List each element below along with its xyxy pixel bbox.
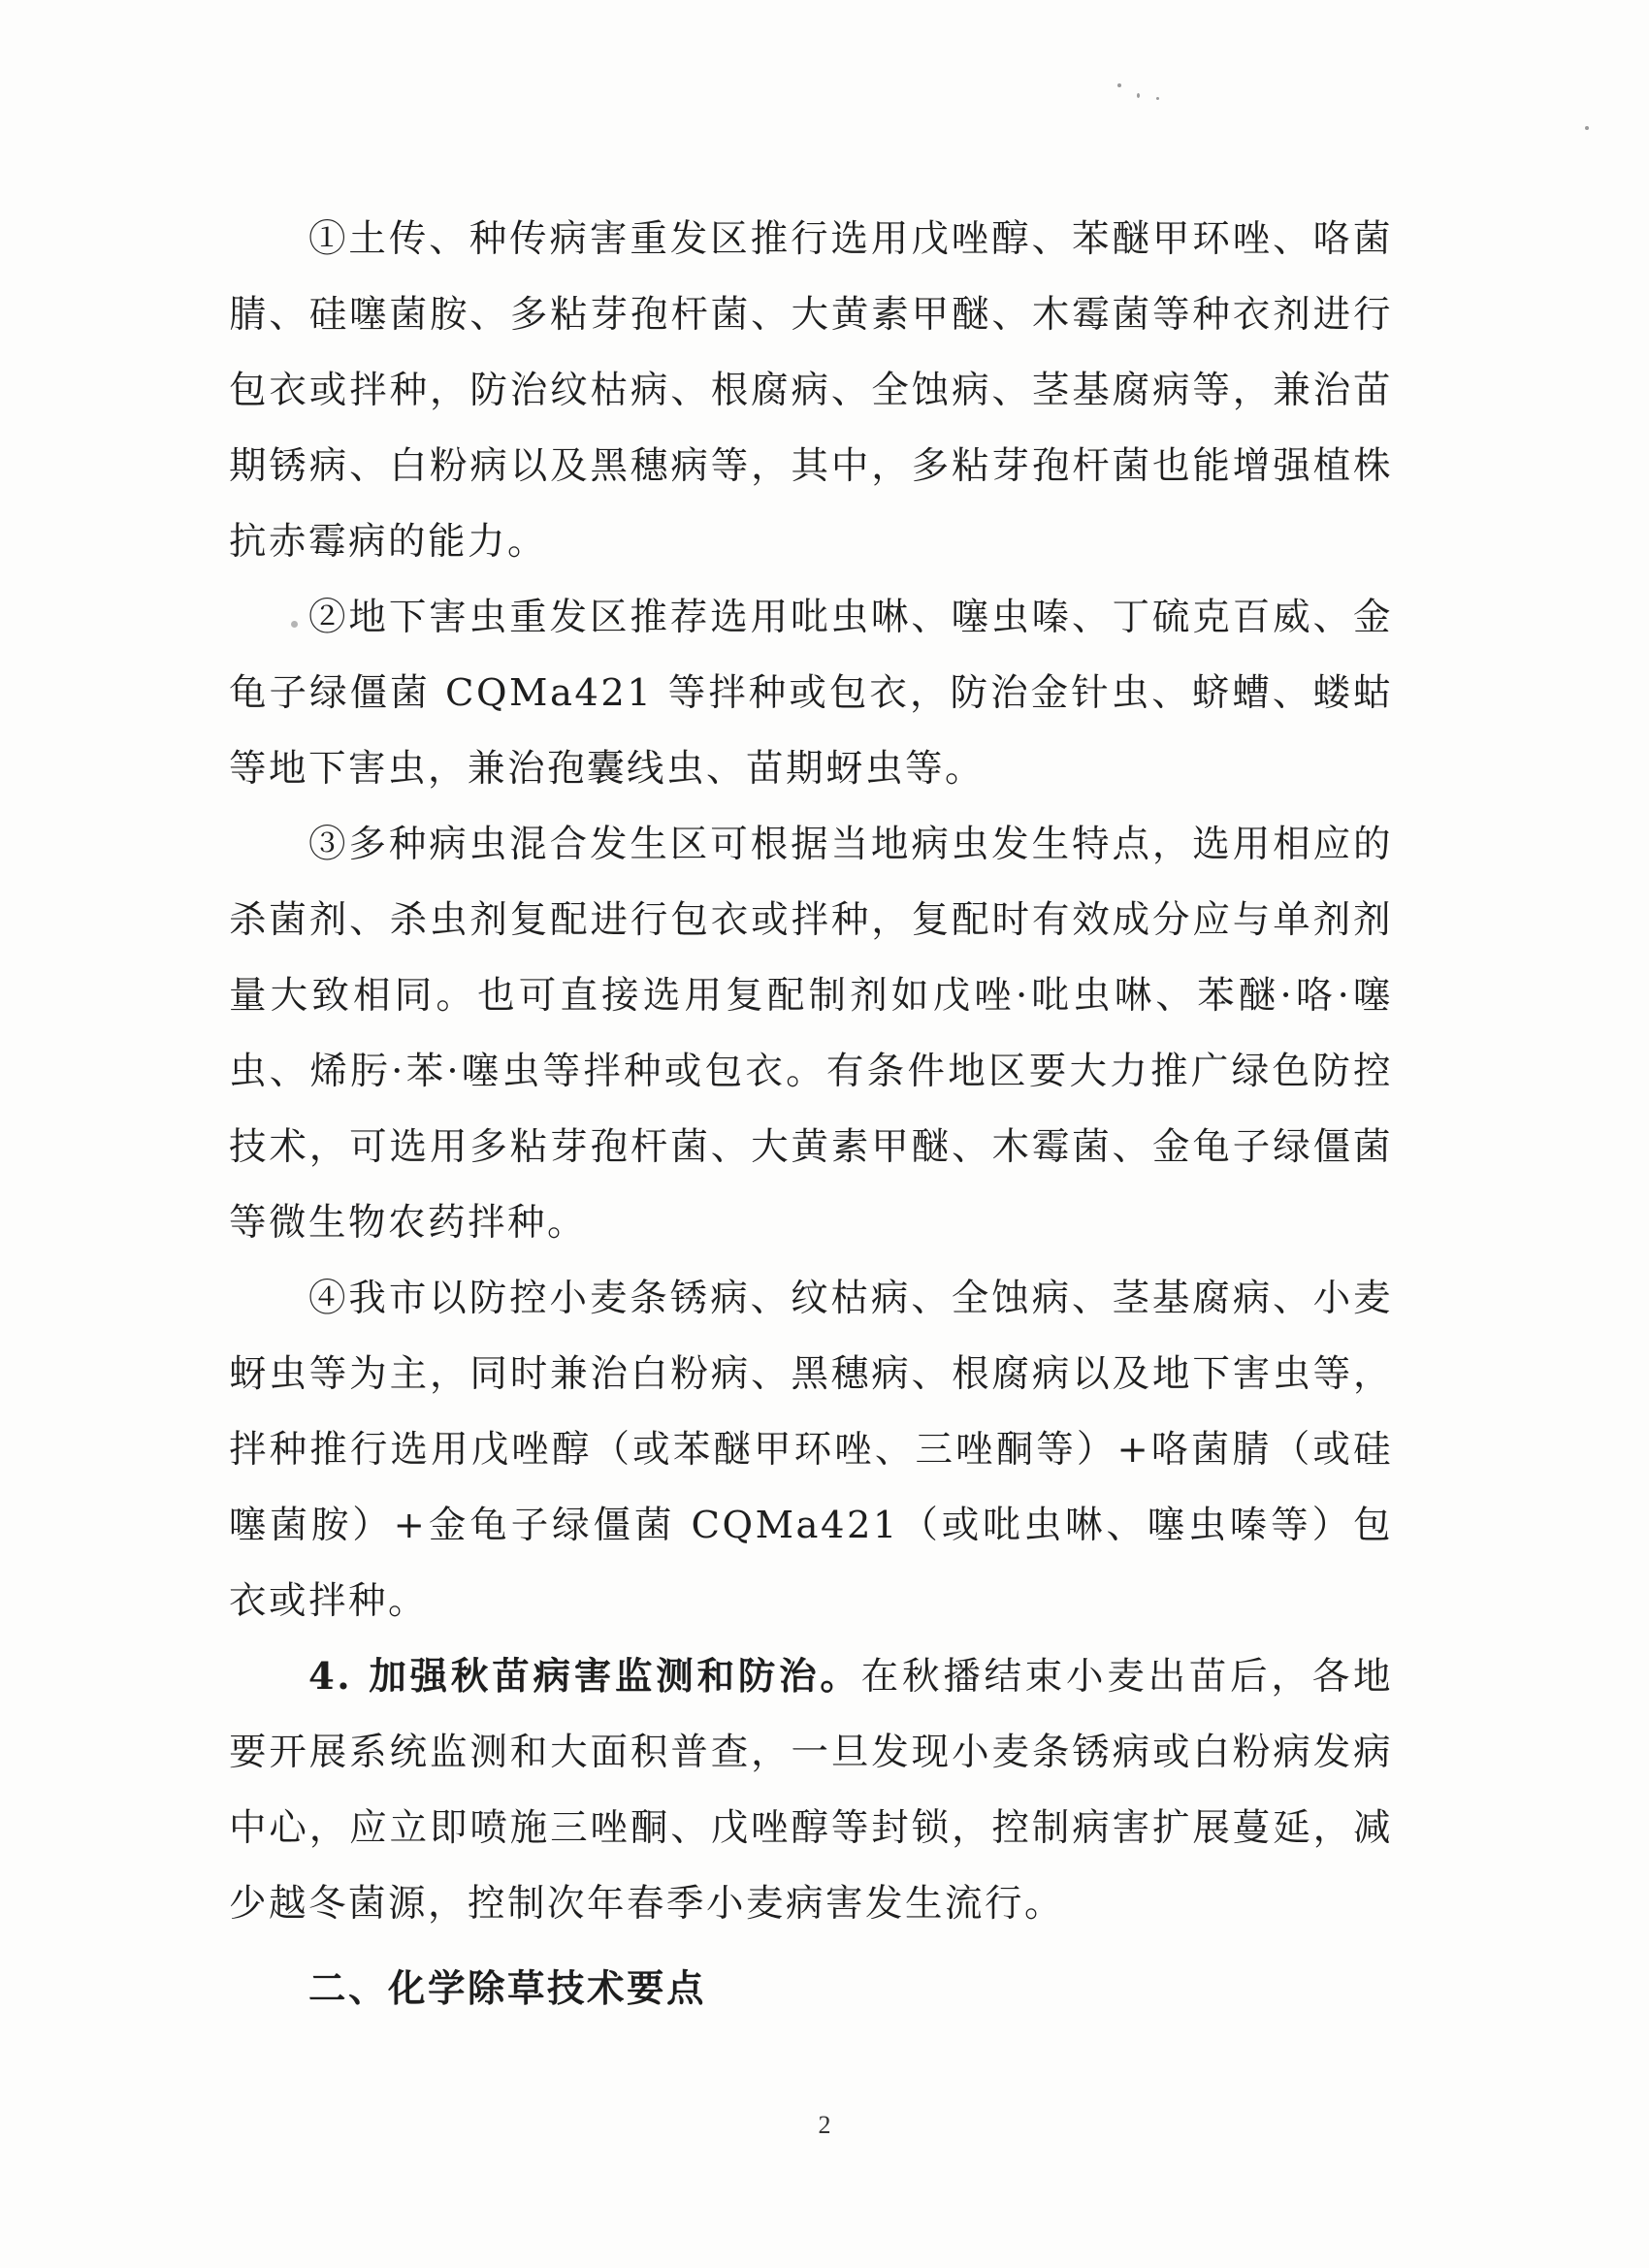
section-heading-chemical-weeding: 二、化学除草技术要点 — [308, 1967, 707, 2011]
section-4-body: 在秋播结束小麦出苗后，各地要开展系统监测和大面积普查，一旦发现小麦条锈病或白粉病发病中心，应立即喷施三唑酮、戊唑醇等封锁，控制病害扩展蔓延，减少越冬菌源，控制次年春季小麦病害发生流行。 — [229, 1655, 1393, 1926]
page-number: 2 — [818, 2111, 831, 2139]
paragraph-underground-pests: ②地下害虫重发区推荐选用吡虫啉、噻虫嗪、丁硫克百威、金龟子绿僵菌 CQMa421 等拌种或包衣，防治金针虫、蛴螬、蝼蛄等地下害虫，兼治孢囊线虫、苗期蚜虫等。 — [229, 596, 1393, 791]
document-body — [229, 202, 1393, 2027]
paragraph-mixed-pest-areas: ③多种病虫混合发生区可根据当地病虫发生特点，选用相应的杀菌剂、杀虫剂复配进行包衣或拌种，复配时有效成分应与单剂剂量大致相同。也可直接选用复配制剂如戊唑·吡虫啉、苯醚·咯·噻虫、烯肟·苯·噻虫等拌种或包衣。有条件地区要大力推广绿色防控技术，可选用多粘芽孢杆菌、大黄素甲醚、木霉菌、金龟子绿僵菌等微生物农药拌种。 — [229, 823, 1393, 1245]
scan-speck — [1585, 126, 1589, 130]
paragraph-autumn-seedling-monitoring — [229, 1639, 1393, 1942]
scan-speck — [1156, 97, 1159, 100]
section-4-lead: 4. 加强秋苗病害监测和防治。 — [308, 1655, 861, 1699]
scan-speck — [1137, 93, 1140, 98]
paragraph-city-control-plan: ④我市以防控小麦条锈病、纹枯病、全蚀病、茎基腐病、小麦蚜虫等为主，同时兼治白粉病、黑穗病、根腐病以及地下害虫等，拌种推行选用戊唑醇（或苯醚甲环唑、三唑酮等）+咯菌腈（或硅噻菌胺）+金龟子绿僵菌 CQMa421（或吡虫啉、噻虫嗪等）包衣或拌种。 — [229, 1277, 1393, 1623]
paragraph-seed-treatment-soil-diseases: ①土传、种传病害重发区推行选用戊唑醇、苯醚甲环唑、咯菌腈、硅噻菌胺、多粘芽孢杆菌、大黄素甲醚、木霉菌等种衣剂进行包衣或拌种，防治纹枯病、根腐病、全蚀病、茎基腐病等，兼治苗期锈病、白粉病以及黑穗病等，其中，多粘芽孢杆菌也能增强植株抗赤霉病的能力。 — [229, 217, 1393, 564]
scan-speck — [1117, 83, 1121, 87]
